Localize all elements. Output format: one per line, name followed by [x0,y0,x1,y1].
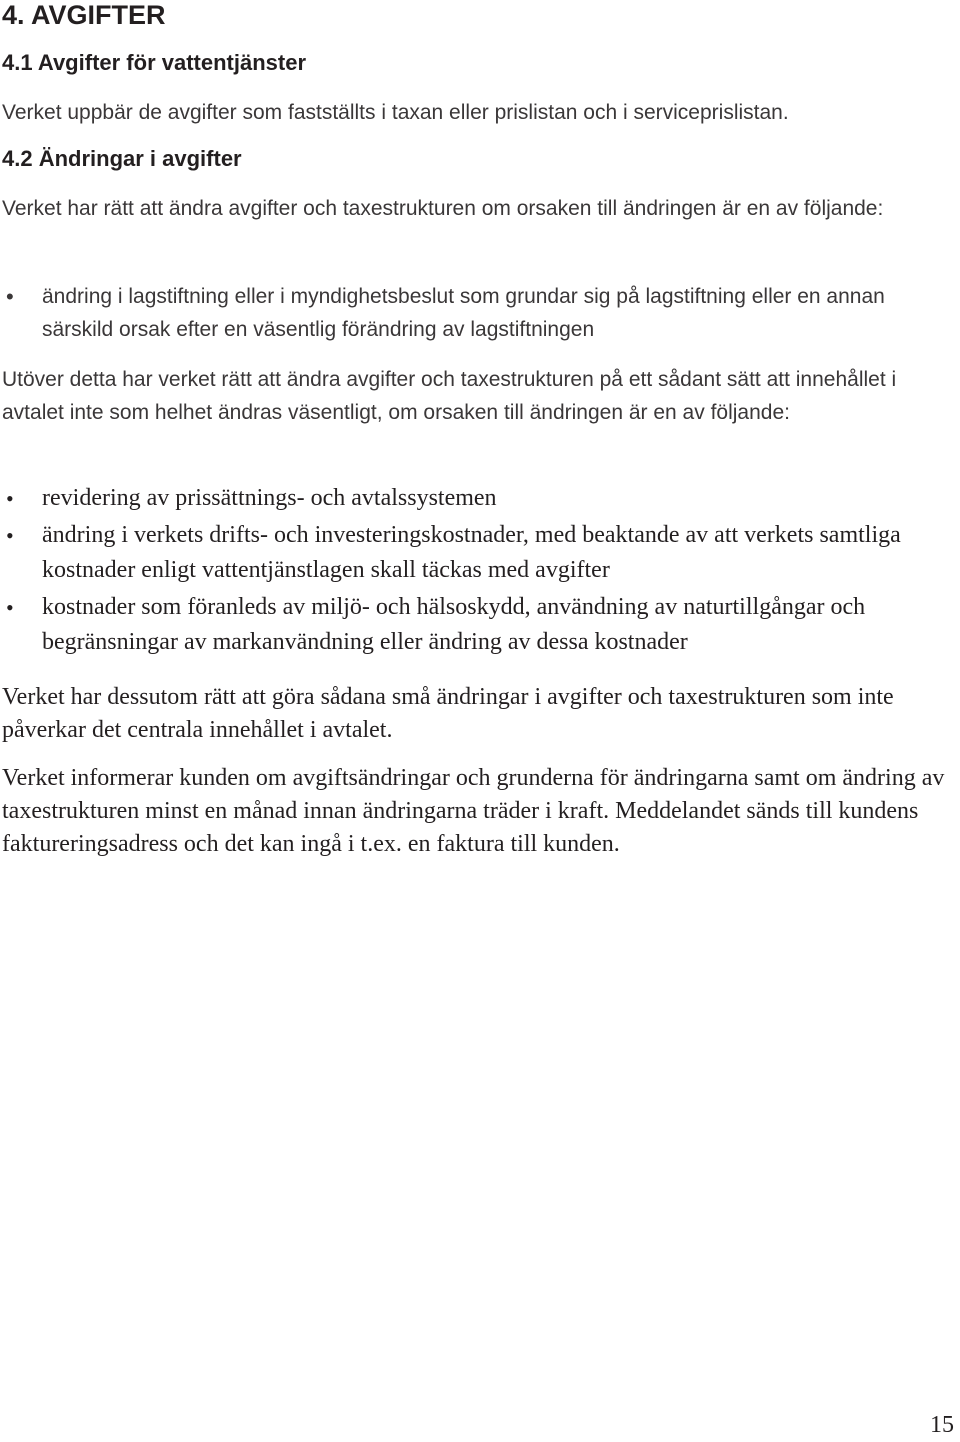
list-item [0,590,960,660]
bullet-icon: • [6,486,14,511]
list-item [0,280,960,346]
bullet-icon: • [6,284,14,309]
bullet-list-2 [0,481,960,662]
subsection-2-heading: 4.2 Ändringar i avgifter [2,146,242,171]
list-item-text: revidering av prissättnings- och avtalssystemen [42,485,497,511]
list-item-text: kostnader som föranleds av miljö- och hälsoskydd, användning av naturtillgångar och begränsningar av markanvändning eller ändring av dessa kostnader [42,594,866,655]
list-item [0,518,960,588]
subsection-1-heading: 4.1 Avgifter för vattentjänster [2,50,307,75]
list-item-text: ändring i lagstiftning eller i myndighetsbeslut som grundar sig på lagstiftning eller en annan särskild orsak efter en väsentlig förändring av lagstiftningen [42,285,885,341]
bullet-icon: • [6,523,14,548]
subsection-2-paragraph-2: Utöver detta har verket rätt att ändra avgifter och taxestrukturen på ett sådant sätt att innehållet i avtalet inte som helhet ändras väsentligt, om orsaken till ändringen är en av följande: [2,368,897,424]
page-number: 15 [930,1412,954,1438]
bullet-icon: • [6,595,14,620]
subsection-2-intro: Verket har rätt att ändra avgifter och taxestrukturen om orsaken till ändringen är en av följande: [2,197,884,220]
subsection-1-paragraph: Verket uppbär de avgifter som fastställts i taxan eller prislistan och i serviceprislistan. [2,101,789,124]
list-item-text: ändring i verkets drifts- och investeringskostnader, med beaktande av att verkets samtliga kostnader enligt vattentjänstlagen skall täckas med avgifter [42,522,901,583]
subsection-2-paragraph-4: Verket informerar kunden om avgiftsändringar och grunderna för ändringarna samt om ändring av taxestrukturen minst en månad innan ändringarna träder i kraft. Meddelandet sänds till kundens faktureringsadress och det kan ingå i t.ex. en faktura till kunden. [2,765,945,857]
bullet-list-1 [0,280,960,346]
subsection-2-paragraph-3: Verket har dessutom rätt att göra sådana små ändringar i avgifter och taxestrukturen som inte påverkar det centrala innehållet i avtalet. [2,684,894,743]
section-heading: 4. AVGIFTER [2,0,166,30]
list-item [0,481,960,516]
